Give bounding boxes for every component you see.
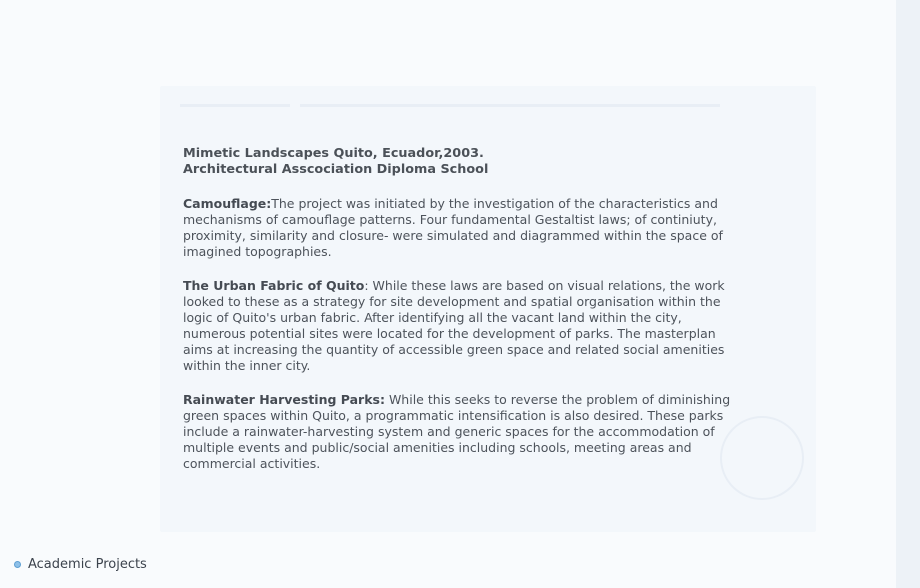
project-title: Mimetic Landscapes Quito, Ecuador,2003.	[183, 146, 484, 161]
academic-projects-link[interactable]	[14, 557, 147, 572]
section-text: The project was initiated by the investigation of the characteristics and mechanisms of camouflage patterns. Four fundamental Gestaltist laws; of continiuty, proximity, similarity and closure- were simulated and diagrammed within the space of imagined topographies.	[183, 196, 723, 259]
section-heading: Camouflage:	[183, 196, 272, 211]
section-heading: Rainwater Harvesting Parks:	[183, 392, 385, 407]
academic-projects-label[interactable]: Academic Projects	[28, 557, 147, 572]
project-school: Architectural Asscociation Diploma School	[183, 162, 489, 177]
section-heading: The Urban Fabric of Quito	[183, 278, 365, 293]
section-camouflage	[183, 196, 743, 260]
faint-background-graphic	[300, 104, 720, 107]
section-text: While this seeks to reverse the problem of diminishing green spaces within Quito, a programmatic intensification is also desired. These parks include a rainwater-harvesting system and generic spaces for the accommodation of multiple events and public/social amenities including schools, meeting areas and commercial activities.	[183, 392, 731, 471]
section-urban-fabric	[183, 278, 743, 374]
section-rainwater-parks	[183, 392, 743, 472]
section-text: : While these laws are based on visual relations, the work looked to these as a strategy for site development and spatial organisation within the logic of Quito's urban fabric. After identifying all the vacant land within the city, numerous potential sites were located for the development of parks. The masterplan aims at increasing the quantity of accessible green space and related social amenities within the inner city.	[183, 278, 725, 373]
bullet-icon	[14, 561, 21, 568]
project-description	[183, 146, 743, 472]
faint-background-graphic	[180, 104, 290, 107]
right-edge-strip	[896, 0, 920, 588]
